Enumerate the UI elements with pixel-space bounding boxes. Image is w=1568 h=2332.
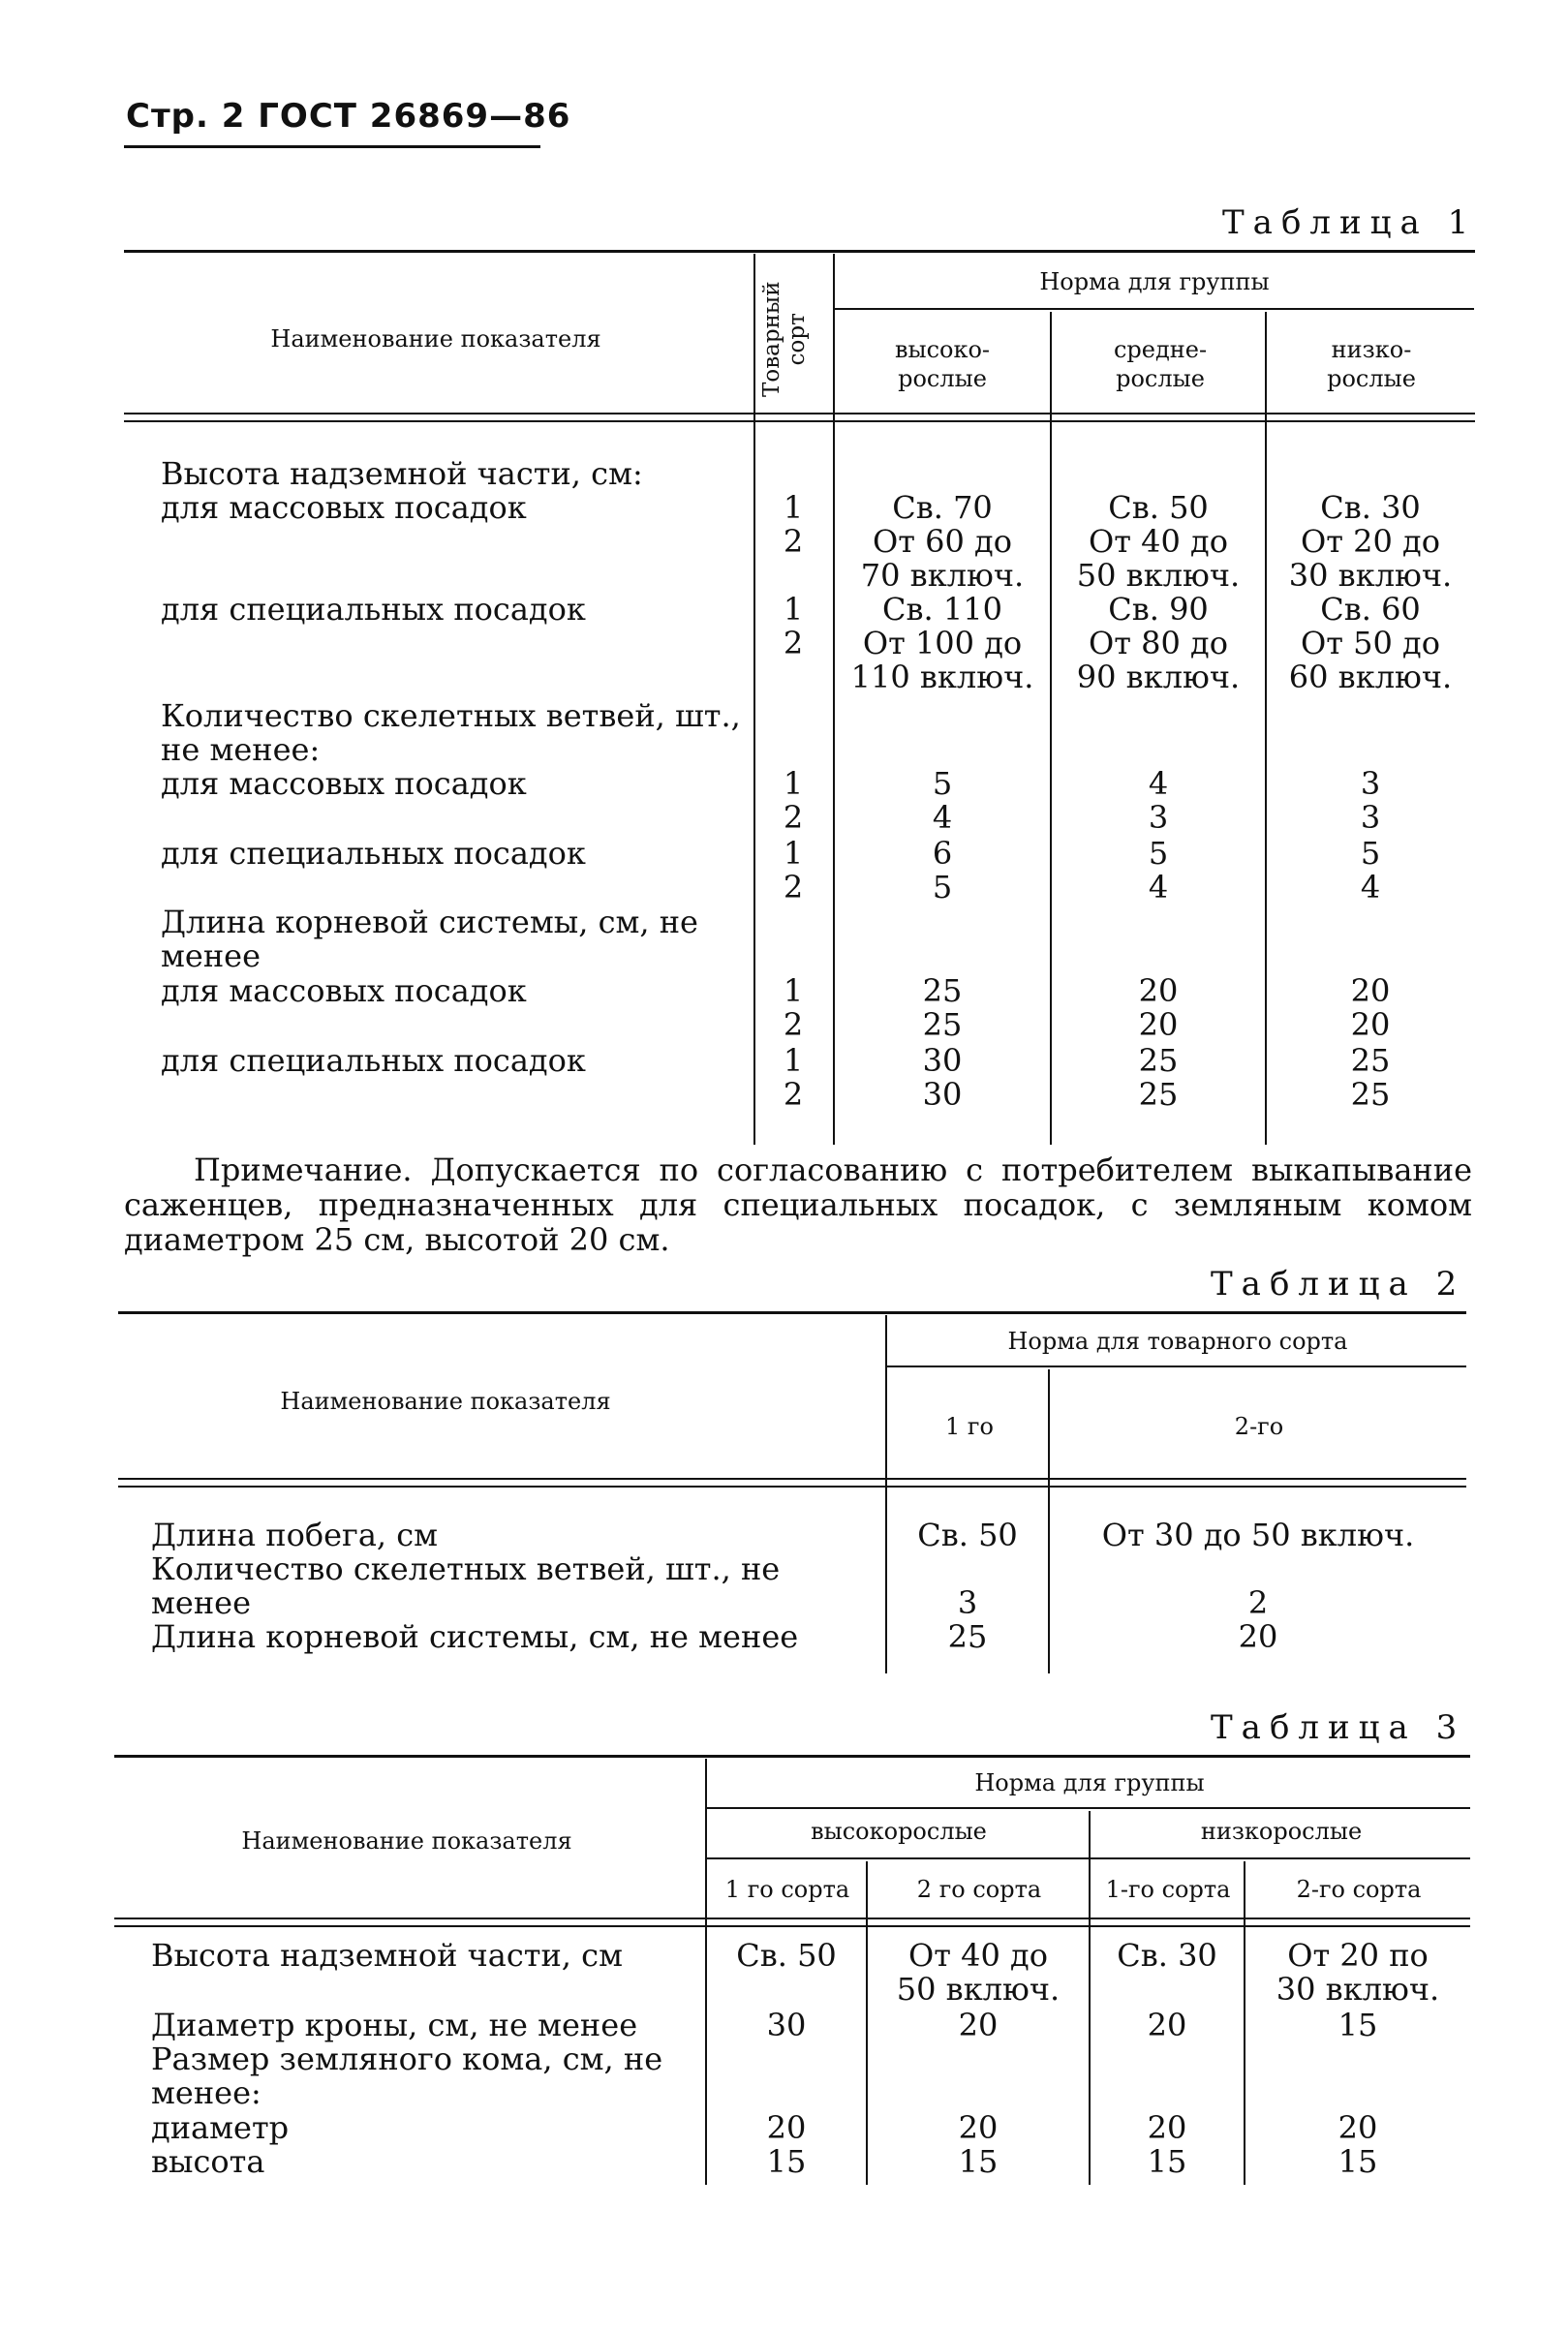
table1-value-cell: 4 3 — [1148, 765, 1169, 836]
table3-value-cell: 20 — [958, 2109, 999, 2146]
table2-row-label: Количество скелетных ветвей, шт., не менее — [151, 1550, 781, 1621]
table1-sort-cell: 1 2 — [783, 835, 804, 905]
table2-top-rule — [118, 1311, 1466, 1314]
table2-value-cell: 20 — [1238, 1618, 1278, 1655]
table1-group-rule — [835, 308, 1474, 310]
table1-sort-cell: 1 2 — [783, 765, 804, 836]
header-underline — [124, 145, 540, 148]
table3-value-cell: 15 — [1337, 2143, 1378, 2180]
table3-row-label: Высота надземной части, см — [151, 1937, 623, 1974]
table2-row-label: Длина корневой системы, см, не менее — [151, 1618, 799, 1655]
table1-sort-cell: 1 2 — [783, 489, 804, 560]
table1-value-cell: 25 25 — [1138, 1042, 1179, 1113]
table1-value-cell: 5 4 — [1148, 835, 1169, 905]
table3-value-cell: Св. 50 — [736, 1937, 837, 1974]
table1-value-cell: 5 4 — [1360, 835, 1381, 905]
table3-value-cell: 20 — [1337, 2109, 1378, 2146]
table3-value-cell: Св. 30 — [1117, 1937, 1217, 1974]
table3-caption: Таблица 3 — [1211, 1708, 1466, 1747]
table2-header-rule-1 — [118, 1478, 1466, 1480]
table3-value-cell: 20 — [1147, 2109, 1187, 2146]
table1-value-cell: 6 5 — [932, 835, 953, 905]
table1-value-cell: 25 25 — [1350, 1042, 1391, 1113]
table1-row-label: Длина корневой системы, см, не менее — [161, 904, 698, 974]
table2-value-cell: От 30 до 50 включ. — [1101, 1517, 1415, 1553]
page-number: Стр. 2 — [126, 97, 246, 136]
table1-value-cell: Св. 110 От 100 до 110 включ. — [850, 591, 1034, 695]
table1-row-label: для специальных посадок — [161, 1042, 586, 1079]
table3-value-cell: 15 — [766, 2143, 807, 2180]
table1-row-label: для массовых посадок — [161, 765, 527, 802]
table1-value-cell: 20 20 — [1138, 972, 1179, 1043]
table1-value-cell: 3 3 — [1360, 765, 1381, 836]
table3-row-label: высота — [151, 2143, 265, 2180]
table1-value-cell: Св. 30 От 20 до 30 включ. — [1288, 489, 1453, 594]
table1-caption: Таблица 1 — [1222, 203, 1478, 242]
table1-header-rule-2 — [124, 420, 1475, 422]
table1-value-cell: Св. 90 От 80 до 90 включ. — [1076, 591, 1241, 695]
table1-row-label: Количество скелетных ветвей, шт., не менее: — [161, 697, 741, 768]
table1-value-cell: Св. 50 От 40 до 50 включ. — [1076, 489, 1241, 594]
table1-header-rule-1 — [124, 413, 1475, 414]
table3-value-cell: От 40 до 50 включ. — [896, 1937, 1061, 2008]
table3-value-cell: 15 — [1147, 2143, 1187, 2180]
table3-group-low: низкорослые — [1200, 1818, 1363, 1845]
table3-row-label: диаметр — [151, 2109, 290, 2146]
table3-value-cell: От 20 по 30 включ. — [1276, 1937, 1440, 2008]
table3-row-label: Размер земляного кома, см, не менее: — [151, 2040, 663, 2111]
table2-value-cell: 25 — [947, 1618, 988, 1655]
table2-col-2: 2-го — [1234, 1413, 1284, 1440]
table3-top-rule — [114, 1755, 1470, 1758]
table1-value-cell: Св. 60 От 50 до 60 включ. — [1288, 591, 1453, 695]
table2-row-label: Длина побега, см — [151, 1517, 439, 1553]
table1-value-cell: Св. 70 От 60 до 70 включ. — [860, 489, 1025, 594]
table3-col-2: 2 го сорта — [916, 1876, 1042, 1903]
page-header — [126, 97, 570, 136]
table3-col-1: 1 го сорта — [724, 1876, 850, 1903]
table2-group-header: Норма для товарного сорта — [1007, 1328, 1348, 1355]
table1-value-cell: 30 30 — [922, 1042, 963, 1113]
table3-value-cell: 30 — [766, 2007, 807, 2043]
table1-row-label: Высота надземной части, см: — [161, 455, 643, 492]
table2-group-rule — [887, 1365, 1466, 1367]
table1-row-label: для массовых посадок — [161, 972, 527, 1009]
table1-group-header: Норма для группы — [1039, 268, 1270, 295]
table2-col-name: Наименование показателя — [280, 1388, 611, 1415]
table1-value-cell: 25 25 — [922, 972, 963, 1043]
table1-group-high: высоко- рослые — [894, 336, 991, 392]
table3-group-header: Норма для группы — [974, 1769, 1205, 1796]
table1-value-cell: 5 4 — [932, 765, 953, 836]
table2-header-rule-2 — [118, 1486, 1466, 1488]
table2-value-cell: 2 — [1247, 1584, 1269, 1621]
table1-note: Примечание. Допускается по согласованию с потребителем выкапывание саженцев, предназначенных для специальных посадок, с земляным комом диаметром 25 см, высотой 20 см. — [124, 1151, 1472, 1258]
table1-col-name: Наименование показателя — [270, 325, 601, 353]
table1-sort-cell: 1 2 — [783, 1042, 804, 1113]
table1-top-rule — [124, 250, 1475, 253]
table1-sort-cell: 1 2 — [783, 972, 804, 1043]
table1-group-mid: средне- рослые — [1113, 336, 1208, 392]
table1-row-label: для специальных посадок — [161, 591, 586, 628]
standard-number: ГОСТ 26869—86 — [258, 97, 571, 136]
table1-group-low: низко- рослые — [1327, 336, 1416, 392]
table1-value-cell: 20 20 — [1350, 972, 1391, 1043]
table3-header-rule-1 — [114, 1918, 1470, 1919]
table3-row-label: Диаметр кроны, см, не менее — [151, 2007, 638, 2043]
table2-value-cell: 3 — [957, 1584, 978, 1621]
table3-header-rule-2 — [114, 1925, 1470, 1927]
table3-col-4: 2-го сорта — [1296, 1876, 1422, 1903]
table1-row-label: для специальных посадок — [161, 835, 586, 872]
table3-col-name: Наименование показателя — [241, 1827, 572, 1855]
table2-col-1: 1 го — [945, 1413, 994, 1440]
table1-sort-cell: 1 2 — [783, 591, 804, 661]
table3-value-cell: 15 — [958, 2143, 999, 2180]
table3-value-cell: 20 — [766, 2109, 807, 2146]
table3-group-high: высокорослые — [811, 1818, 987, 1845]
table2-caption: Таблица 2 — [1211, 1265, 1466, 1304]
table3-value-cell: 20 — [958, 2007, 999, 2043]
table3-value-cell: 20 — [1147, 2007, 1187, 2043]
table3-group-rule — [707, 1807, 1470, 1809]
table3-value-cell: 15 — [1337, 2007, 1378, 2043]
table2-value-cell: Св. 50 — [917, 1517, 1018, 1553]
table1-col-sort: Товарный сорт — [759, 281, 810, 397]
table3-col-3: 1-го сорта — [1105, 1876, 1231, 1903]
table1-row-label: для массовых посадок — [161, 489, 527, 526]
